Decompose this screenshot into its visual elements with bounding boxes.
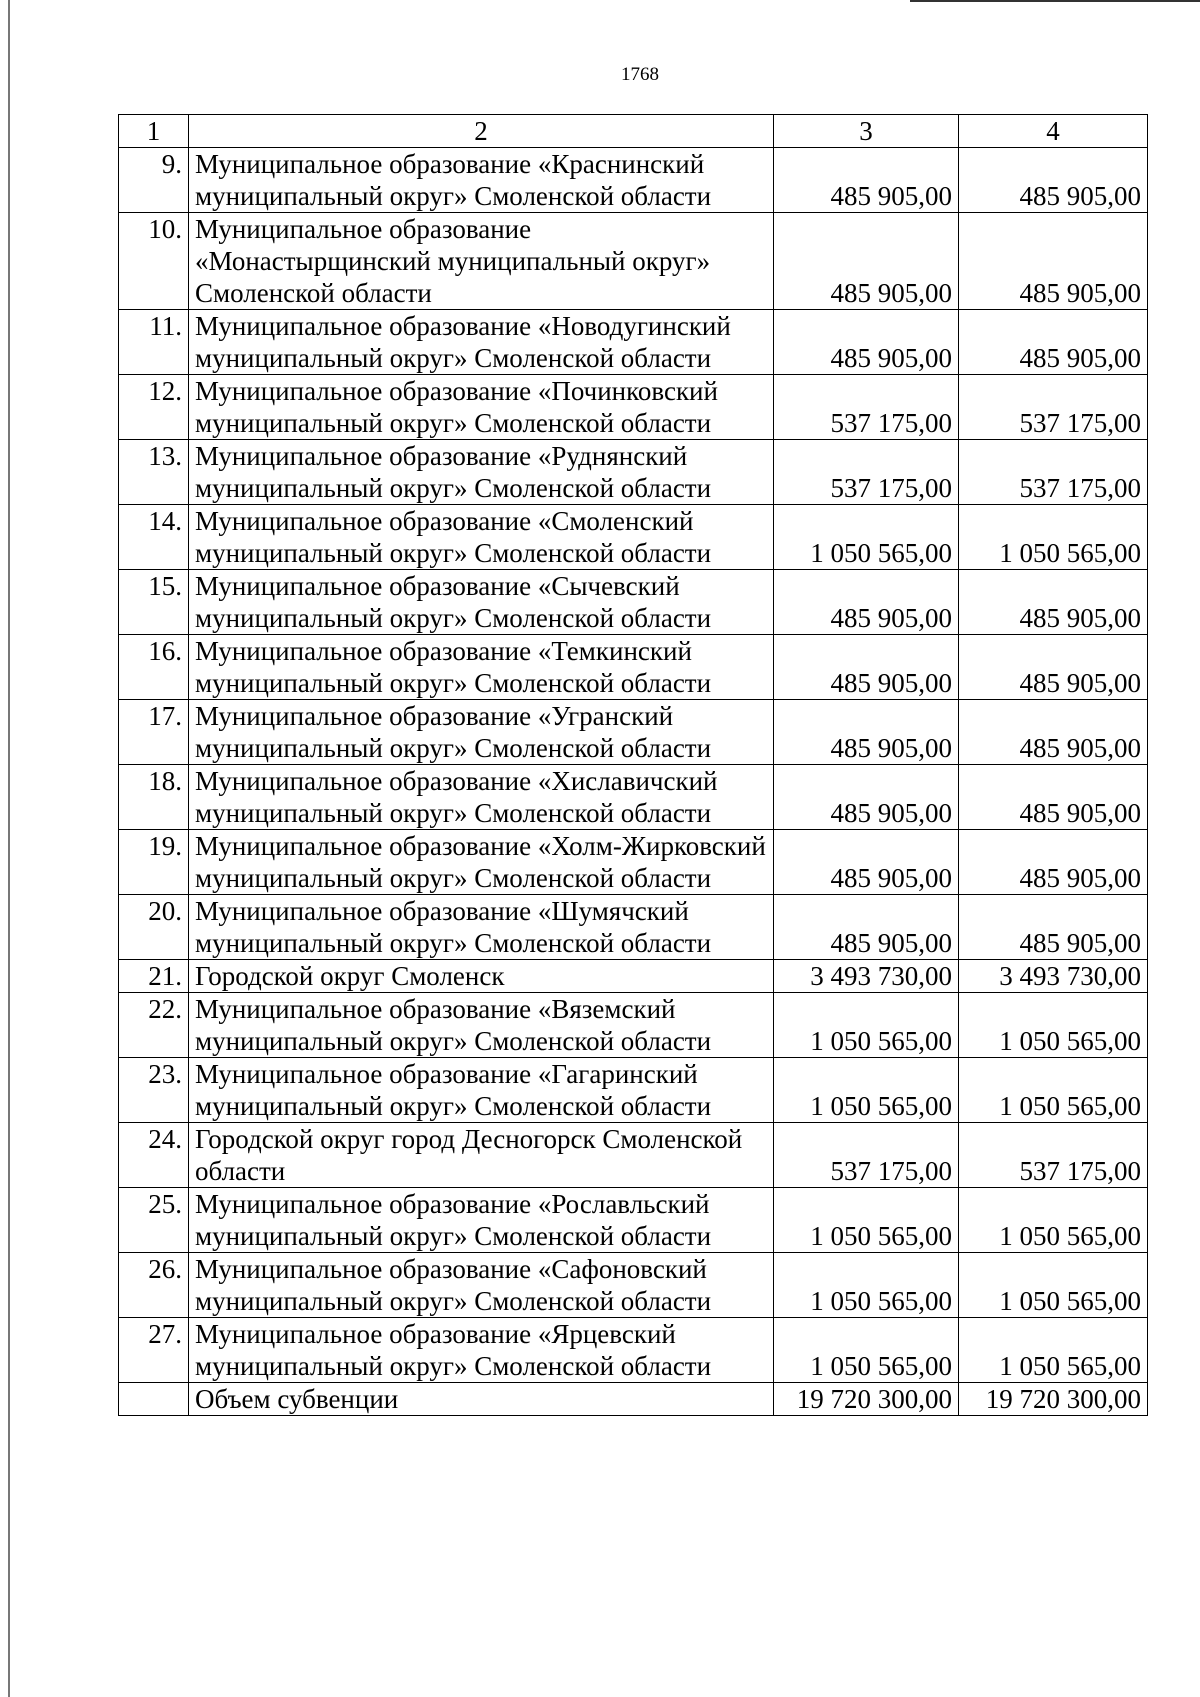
amount-cell: 485 905,00 <box>959 830 1148 895</box>
amount-cell: 1 050 565,00 <box>774 1188 959 1253</box>
table-row <box>119 1058 1148 1123</box>
amount-cell: 485 905,00 <box>774 148 959 213</box>
amount-cell: 1 050 565,00 <box>959 1253 1148 1318</box>
amount-cell: 1 050 565,00 <box>774 505 959 570</box>
amount-cell: 485 905,00 <box>774 700 959 765</box>
row-number-cell: 22. <box>119 993 189 1058</box>
table-row <box>119 830 1148 895</box>
table-row <box>119 700 1148 765</box>
municipality-name-cell: Муниципальное образование «Вяземский муниципальный округ» Смоленской области <box>189 993 774 1058</box>
row-number-cell: 27. <box>119 1318 189 1383</box>
amount-cell: 485 905,00 <box>959 570 1148 635</box>
table-row <box>119 1318 1148 1383</box>
amount-cell: 485 905,00 <box>959 213 1148 310</box>
municipality-name-cell: Объем субвенции <box>189 1383 774 1416</box>
amount-cell: 485 905,00 <box>774 570 959 635</box>
amount-cell: 537 175,00 <box>774 1123 959 1188</box>
row-number-cell: 20. <box>119 895 189 960</box>
amount-cell: 485 905,00 <box>774 310 959 375</box>
amount-cell: 537 175,00 <box>959 1123 1148 1188</box>
table-total-row <box>119 1383 1148 1416</box>
amount-cell: 1 050 565,00 <box>959 993 1148 1058</box>
amount-cell: 485 905,00 <box>774 830 959 895</box>
row-number-cell: 24. <box>119 1123 189 1188</box>
row-number-cell: 9. <box>119 148 189 213</box>
table-row <box>119 1123 1148 1188</box>
amount-cell: 3 493 730,00 <box>774 960 959 993</box>
municipality-name-cell: Муниципальное образование «Руднянский муниципальный округ» Смоленской области <box>189 440 774 505</box>
municipality-name-cell: Муниципальное образование «Хиславичский муниципальный округ» Смоленской области <box>189 765 774 830</box>
amount-cell: 1 050 565,00 <box>774 1253 959 1318</box>
table-row <box>119 375 1148 440</box>
amount-cell: 485 905,00 <box>959 148 1148 213</box>
amount-cell: 537 175,00 <box>774 440 959 505</box>
municipality-name-cell: Муниципальное образование «Темкинский муниципальный округ» Смоленской области <box>189 635 774 700</box>
municipality-name-cell: Муниципальное образование «Новодугинский муниципальный округ» Смоленской области <box>189 310 774 375</box>
amount-cell: 485 905,00 <box>959 310 1148 375</box>
row-number-cell: 19. <box>119 830 189 895</box>
subvention-table <box>118 114 1148 1416</box>
amount-cell: 19 720 300,00 <box>774 1383 959 1416</box>
amount-cell: 1 050 565,00 <box>959 1188 1148 1253</box>
header-cell: 4 <box>959 115 1148 148</box>
row-number-cell: 11. <box>119 310 189 375</box>
page-number: 1768 <box>621 64 659 85</box>
municipality-name-cell: Муниципальное образование «Монастырщинский муниципальный округ» Смоленской области <box>189 213 774 310</box>
amount-cell: 3 493 730,00 <box>959 960 1148 993</box>
amount-cell: 485 905,00 <box>774 213 959 310</box>
municipality-name-cell: Муниципальное образование «Ярцевский муниципальный округ» Смоленской области <box>189 1318 774 1383</box>
amount-cell: 1 050 565,00 <box>959 505 1148 570</box>
header-cell: 2 <box>189 115 774 148</box>
amount-cell: 537 175,00 <box>959 375 1148 440</box>
table-row <box>119 993 1148 1058</box>
table-row <box>119 635 1148 700</box>
table-row <box>119 213 1148 310</box>
municipality-name-cell: Муниципальное образование «Шумячский муниципальный округ» Смоленской области <box>189 895 774 960</box>
row-number-cell: 14. <box>119 505 189 570</box>
table-header-row <box>119 115 1148 148</box>
municipality-name-cell: Муниципальное образование «Починковский муниципальный округ» Смоленской области <box>189 375 774 440</box>
row-number-cell: 12. <box>119 375 189 440</box>
row-number-cell: 15. <box>119 570 189 635</box>
header-cell: 1 <box>119 115 189 148</box>
amount-cell: 537 175,00 <box>959 440 1148 505</box>
row-number-cell: 21. <box>119 960 189 993</box>
amount-cell: 1 050 565,00 <box>774 1318 959 1383</box>
table-row <box>119 1188 1148 1253</box>
amount-cell: 537 175,00 <box>774 375 959 440</box>
row-number-cell: 26. <box>119 1253 189 1318</box>
amount-cell: 485 905,00 <box>959 895 1148 960</box>
municipality-name-cell: Муниципальное образование «Гагаринский муниципальный округ» Смоленской области <box>189 1058 774 1123</box>
row-number-cell: 16. <box>119 635 189 700</box>
amount-cell: 485 905,00 <box>959 635 1148 700</box>
row-number-cell: 25. <box>119 1188 189 1253</box>
row-number-cell: 13. <box>119 440 189 505</box>
amount-cell: 485 905,00 <box>774 765 959 830</box>
amount-cell: 1 050 565,00 <box>959 1058 1148 1123</box>
table-row <box>119 960 1148 993</box>
amount-cell: 1 050 565,00 <box>959 1318 1148 1383</box>
row-number-cell: 18. <box>119 765 189 830</box>
amount-cell: 485 905,00 <box>959 700 1148 765</box>
municipality-name-cell: Муниципальное образование «Сычевский муниципальный округ» Смоленской области <box>189 570 774 635</box>
table-row <box>119 570 1148 635</box>
table-row <box>119 1253 1148 1318</box>
amount-cell: 485 905,00 <box>959 765 1148 830</box>
table-row <box>119 895 1148 960</box>
municipality-name-cell: Городской округ Смоленск <box>189 960 774 993</box>
municipality-name-cell: Муниципальное образование «Рославльский муниципальный округ» Смоленской области <box>189 1188 774 1253</box>
municipality-name-cell: Городской округ город Десногорск Смоленской области <box>189 1123 774 1188</box>
amount-cell: 19 720 300,00 <box>959 1383 1148 1416</box>
scan-edge-line <box>910 0 1200 2</box>
scan-edge-line <box>8 0 10 1697</box>
municipality-name-cell: Муниципальное образование «Смоленский муниципальный округ» Смоленской области <box>189 505 774 570</box>
amount-cell: 485 905,00 <box>774 635 959 700</box>
table-row <box>119 505 1148 570</box>
row-number-cell: 10. <box>119 213 189 310</box>
amount-cell: 1 050 565,00 <box>774 993 959 1058</box>
table-row <box>119 440 1148 505</box>
table-row <box>119 148 1148 213</box>
table-row <box>119 765 1148 830</box>
municipality-name-cell: Муниципальное образование «Угранский муниципальный округ» Смоленской области <box>189 700 774 765</box>
row-number-cell: 23. <box>119 1058 189 1123</box>
row-number-cell: 17. <box>119 700 189 765</box>
table-row <box>119 310 1148 375</box>
header-cell: 3 <box>774 115 959 148</box>
municipality-name-cell: Муниципальное образование «Сафоновский муниципальный округ» Смоленской области <box>189 1253 774 1318</box>
row-number-cell <box>119 1383 189 1416</box>
amount-cell: 485 905,00 <box>774 895 959 960</box>
municipality-name-cell: Муниципальное образование «Холм-Жирковский муниципальный округ» Смоленской области <box>189 830 774 895</box>
amount-cell: 1 050 565,00 <box>774 1058 959 1123</box>
municipality-name-cell: Муниципальное образование «Краснинский муниципальный округ» Смоленской области <box>189 148 774 213</box>
